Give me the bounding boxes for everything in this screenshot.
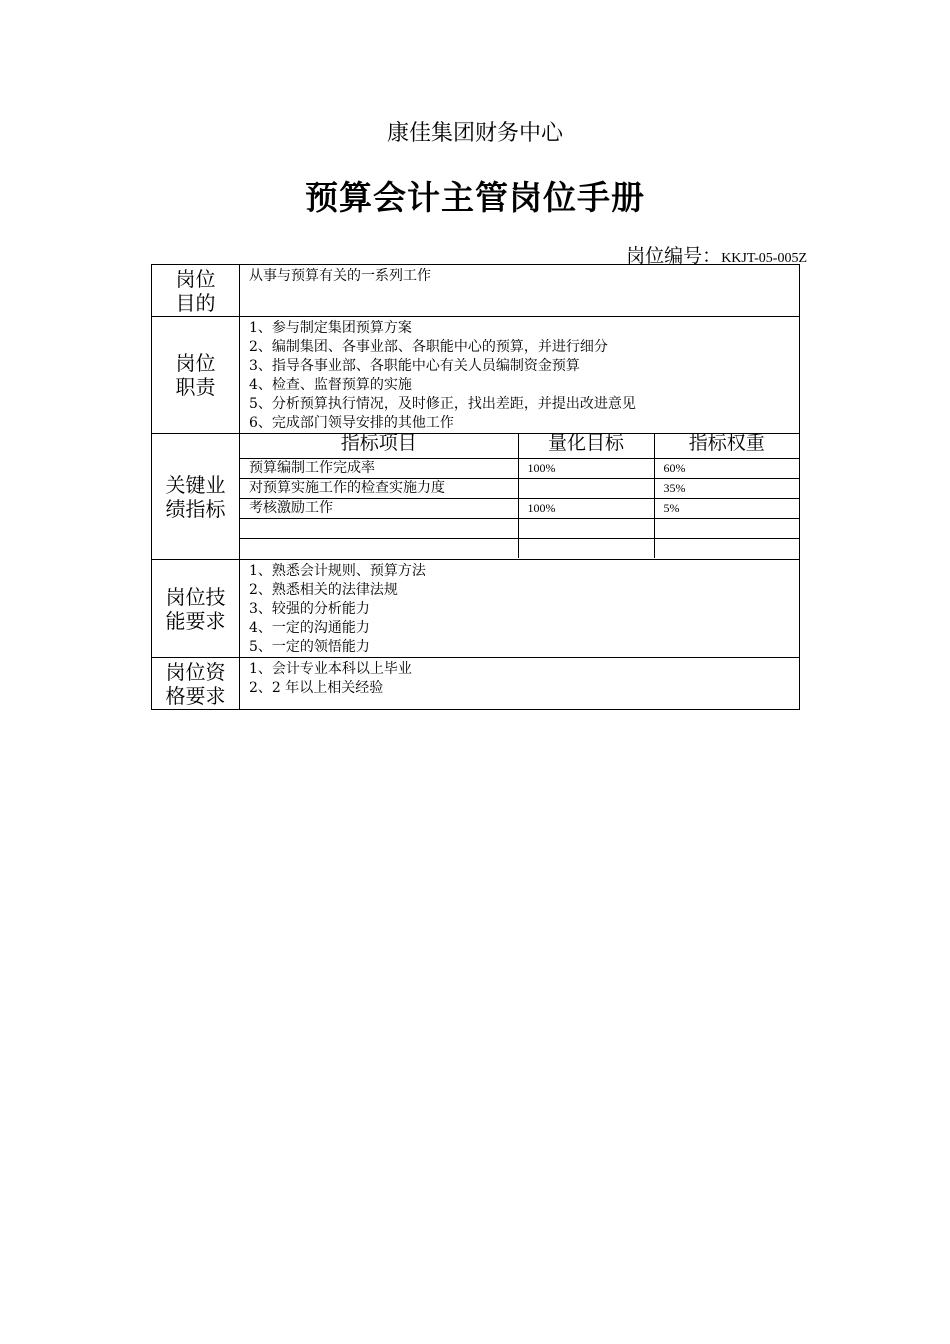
kpi-target: 100%	[518, 459, 654, 479]
kpi-weight	[654, 539, 799, 559]
duty-item: 5、分析预算执行情况，及时修正，找出差距，并提出改进意见	[249, 396, 636, 412]
kpi-header-row	[240, 434, 799, 459]
skills-label-line: 能要求	[165, 608, 226, 633]
kpi-weight: 60%	[654, 459, 799, 479]
qualifications-row	[152, 658, 800, 710]
kpi-data-row	[240, 499, 799, 519]
duty-item: 2、编制集团、各事业部、各职能中心的预算，并进行细分	[249, 339, 608, 355]
kpi-data-row	[240, 539, 799, 559]
post-number-label: 岗位编号：	[626, 245, 722, 267]
kpi-item: 考核激励工作	[240, 499, 518, 519]
purpose-row	[152, 265, 800, 317]
kpi-col-header: 量化目标	[518, 434, 654, 459]
kpi-col-header: 指标项目	[240, 434, 518, 459]
qualifications-label	[152, 658, 240, 710]
purpose-content	[240, 265, 800, 317]
kpi-data-row	[240, 519, 799, 539]
kpi-label-line: 关键业	[165, 472, 226, 497]
duties-label-line: 岗位	[175, 351, 216, 375]
kpi-col-header: 指标权重	[654, 434, 799, 459]
skill-item: 2、熟悉相关的法律法规	[249, 582, 398, 598]
kpi-content	[240, 434, 800, 560]
kpi-target	[518, 519, 654, 539]
post-number-value: KKJT-05-005Z	[721, 251, 807, 266]
duty-item: 6、完成部门领导安排的其他工作	[249, 415, 454, 431]
purpose-label-line: 岗位	[175, 266, 216, 291]
kpi-item	[240, 539, 518, 559]
kpi-data-row	[240, 479, 799, 499]
purpose-label	[152, 265, 240, 317]
duties-label	[152, 317, 240, 434]
purpose-line: 从事与预算有关的一系列工作	[249, 268, 431, 284]
skills-label	[152, 560, 240, 658]
kpi-target	[518, 539, 654, 559]
skill-item: 4、一定的沟通能力	[249, 620, 370, 636]
skill-item: 5、一定的领悟能力	[249, 639, 370, 655]
duties-label-line: 职责	[175, 375, 216, 399]
document-title: 预算会计主管岗位手册	[305, 178, 645, 217]
kpi-target: 100%	[518, 499, 654, 519]
organization-name: 康佳集团财务中心	[386, 121, 563, 146]
kpi-label	[152, 434, 240, 560]
qualification-item: 2、2 年以上相关经验	[249, 680, 384, 696]
skill-item: 1、熟悉会计规则、预算方法	[249, 563, 426, 579]
purpose-label-line: 目的	[175, 290, 216, 315]
qualifications-label-line: 格要求	[165, 683, 226, 708]
kpi-weight: 35%	[654, 479, 799, 499]
kpi-item: 对预算实施工作的检查实施力度	[240, 479, 518, 499]
kpi-item	[240, 519, 518, 539]
skills-row	[152, 560, 800, 658]
kpi-table	[240, 434, 799, 558]
duty-item: 1、参与制定集团预算方案	[249, 320, 412, 336]
duty-item: 3、指导各事业部、各职能中心有关人员编制资金预算	[249, 358, 580, 374]
qualification-item: 1、会计专业本科以上毕业	[249, 661, 412, 677]
kpi-target	[518, 479, 654, 499]
kpi-label-line: 绩指标	[165, 496, 226, 521]
duties-row	[152, 317, 800, 434]
kpi-data-row	[240, 459, 799, 479]
skills-label-line: 岗位技	[165, 584, 226, 609]
job-manual-table	[151, 264, 800, 710]
duty-item: 4、检查、监督预算的实施	[249, 377, 412, 393]
kpi-row	[152, 434, 800, 560]
kpi-weight	[654, 519, 799, 539]
kpi-weight: 5%	[654, 499, 799, 519]
skill-item: 3、较强的分析能力	[249, 601, 370, 617]
skills-content	[240, 560, 800, 658]
kpi-item: 预算编制工作完成率	[240, 459, 518, 479]
qualifications-label-line: 岗位资	[165, 659, 226, 684]
duties-content	[240, 317, 800, 434]
qualifications-content	[240, 658, 800, 710]
